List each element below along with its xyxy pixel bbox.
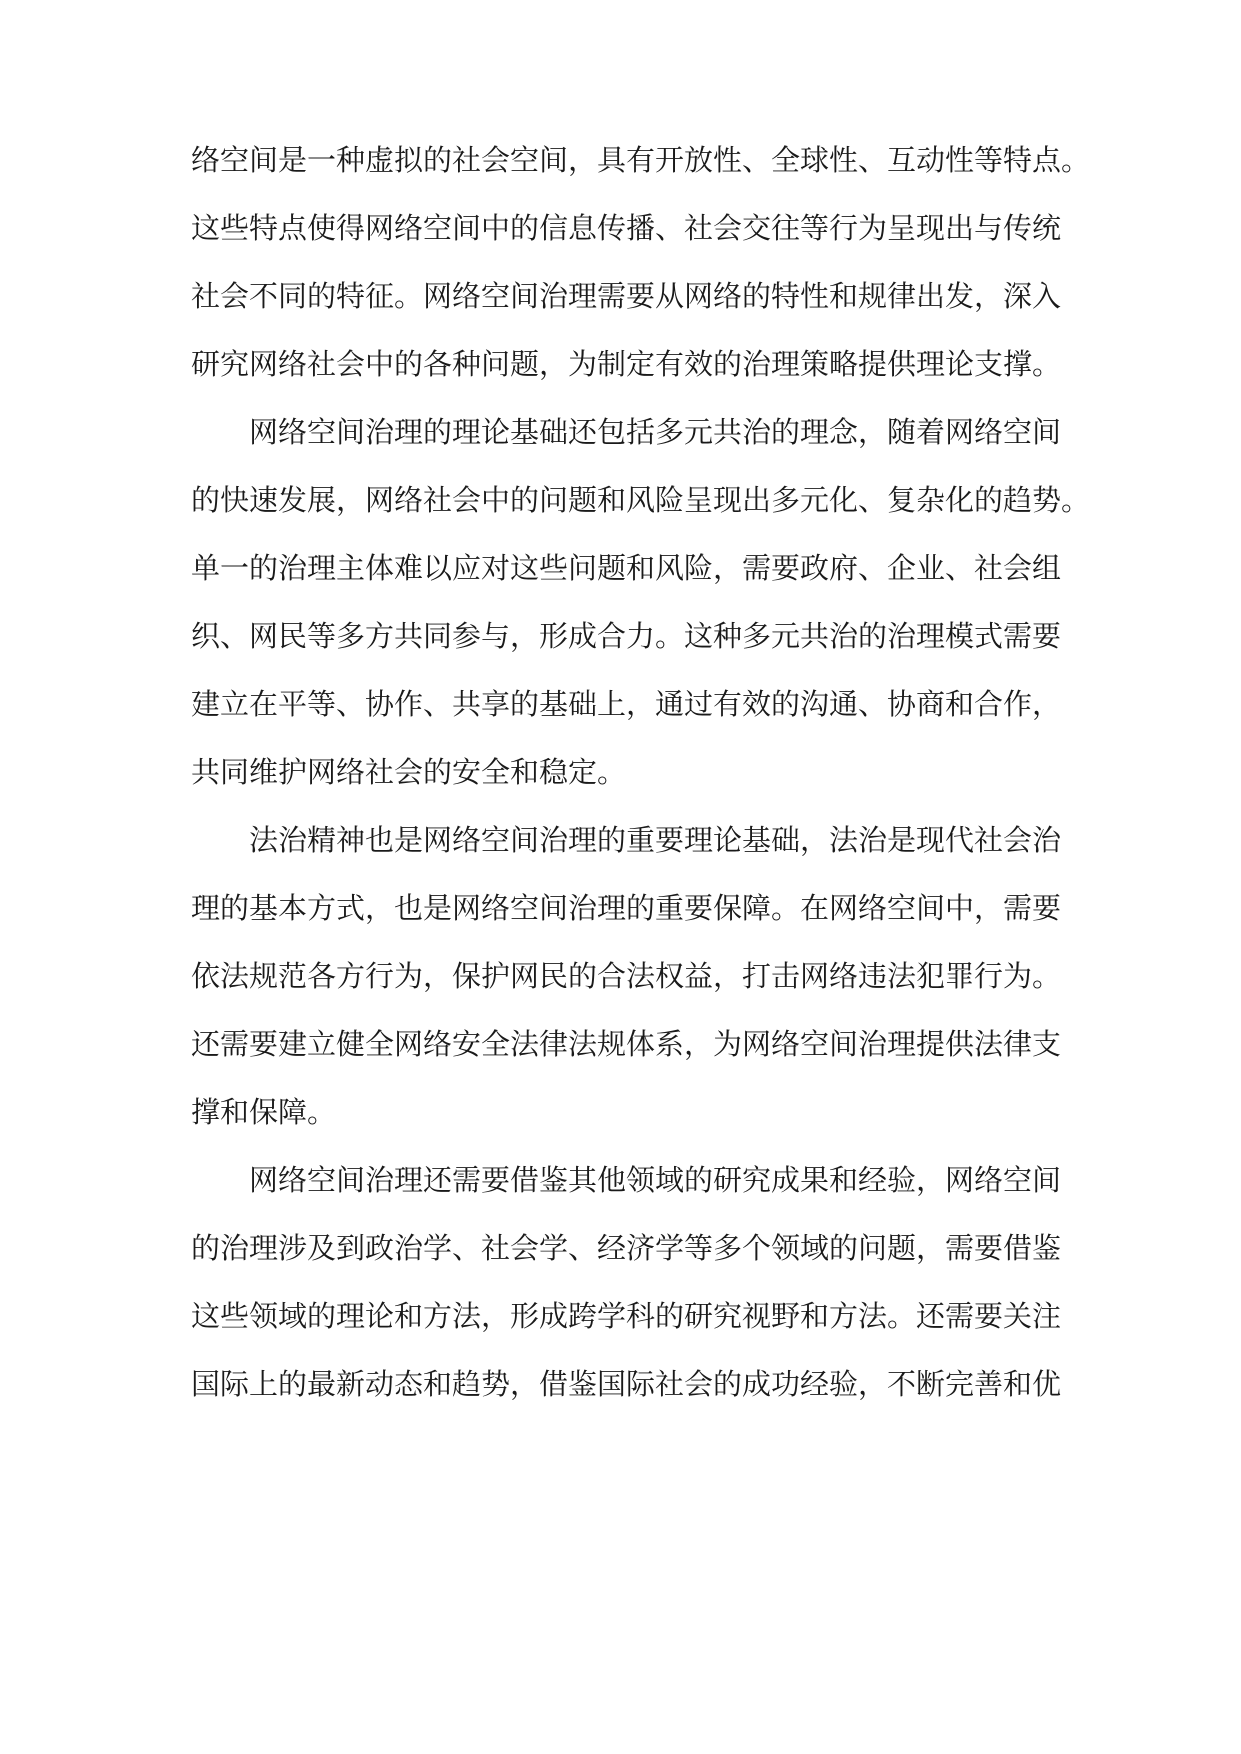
text-line: 国际上的最新动态和趋势，借鉴国际社会的成功经验，不断完善和优 (191, 1367, 1062, 1401)
paragraph-last-line: 撑和保障。 (191, 1095, 337, 1129)
text-line: 单一的治理主体难以应对这些问题和风险，需要政府、企业、社会组 (191, 551, 1062, 585)
text-line: 建立在平等、协作、共享的基础上，通过有效的沟通、协商和合作， (191, 687, 1062, 721)
text-line: 的快速发展，网络社会中的问题和风险呈现出多元化、复杂化的趋势。 (191, 483, 1091, 517)
paragraph-first-line: 法治精神也是网络空间治理的重要理论基础，法治是现代社会治 (249, 823, 1062, 857)
text-line: 研究网络社会中的各种问题，为制定有效的治理策略提供理论支撑。 (191, 347, 1062, 381)
text-line: 社会不同的特征。网络空间治理需要从网络的特性和规律出发，深入 (191, 279, 1062, 313)
paragraph-first-line: 网络空间治理的理论基础还包括多元共治的理念，随着网络空间 (249, 415, 1062, 449)
text-line: 这些特点使得网络空间中的信息传播、社会交往等行为呈现出与传统 (191, 211, 1062, 245)
text-line: 理的基本方式，也是网络空间治理的重要保障。在网络空间中，需要 (191, 891, 1062, 925)
paragraph-first-line: 网络空间治理还需要借鉴其他领域的研究成果和经验，网络空间 (249, 1163, 1062, 1197)
paragraph-last-line: 共同维护网络社会的安全和稳定。 (191, 755, 627, 789)
text-line: 织、网民等多方共同参与，形成合力。这种多元共治的治理模式需要 (191, 619, 1062, 653)
text-line: 的治理涉及到政治学、社会学、经济学等多个领域的问题，需要借鉴 (191, 1231, 1062, 1265)
text-line: 这些领域的理论和方法，形成跨学科的研究视野和方法。还需要关注 (191, 1299, 1062, 1333)
text-line: 依法规范各方行为，保护网民的合法权益，打击网络违法犯罪行为。 (191, 959, 1062, 993)
text-line: 络空间是一种虚拟的社会空间，具有开放性、全球性、互动性等特点。 (191, 143, 1091, 177)
text-line: 还需要建立健全网络安全法律法规体系，为网络空间治理提供法律支 (191, 1027, 1062, 1061)
